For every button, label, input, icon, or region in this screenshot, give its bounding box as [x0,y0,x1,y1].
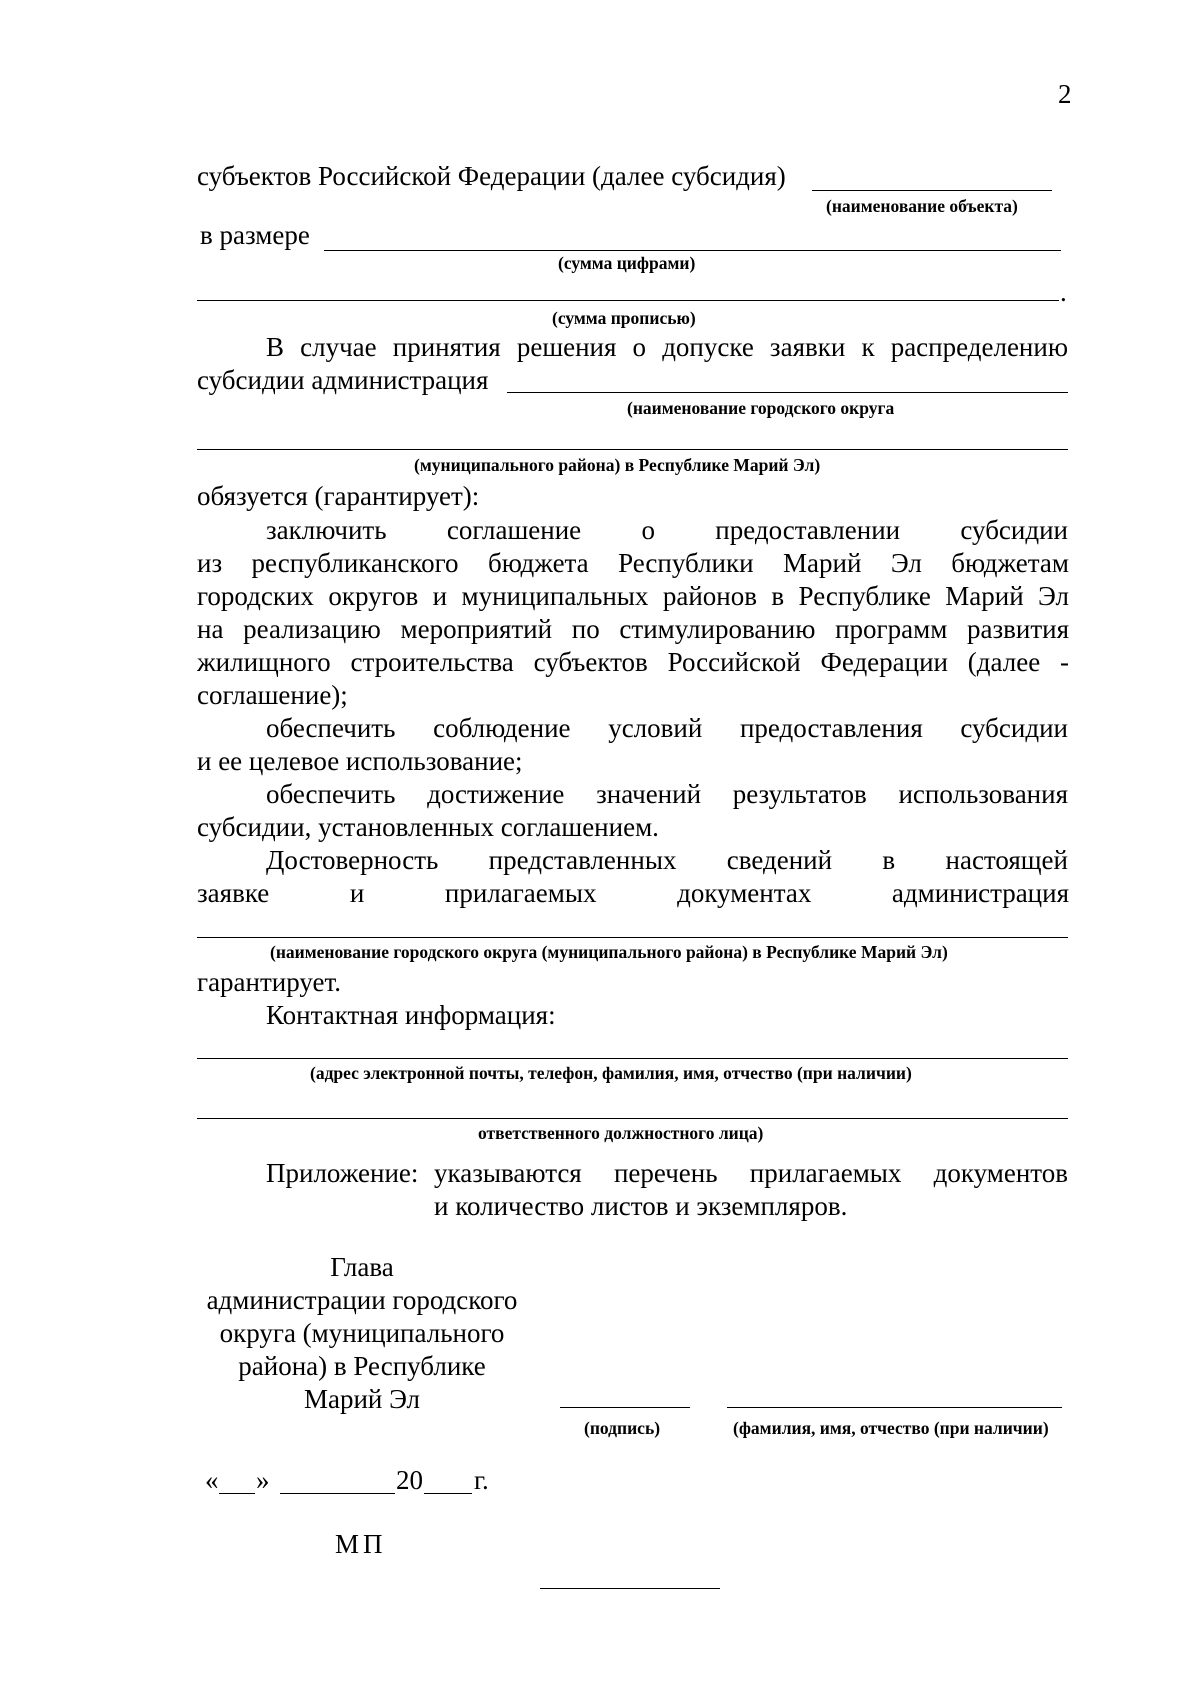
object-name-blank [812,190,1052,191]
fio-blank [727,1407,1062,1408]
decision-line-2: субсидии администрация [197,365,489,395]
object-name-caption: (наименование объекта) [826,196,1018,216]
district-name-blank-2 [197,449,1068,450]
obligation-3-line-2: субсидии, установленных соглашением. [197,812,659,842]
contact-blank-2 [197,1118,1068,1119]
date-day-blank [219,1493,255,1494]
head-title-line-5: Марий Эл [303,1384,421,1414]
reliability-line-1: Достоверность представленных сведений в настоящей [266,845,1068,875]
date-year-prefix: 20 [396,1465,423,1495]
date-open-quote: « [205,1465,219,1495]
obligation-intro: обязуется (гарантирует): [197,481,480,511]
appendix-label: Приложение: [266,1158,419,1188]
stamp-place: МП [335,1529,387,1559]
reliability-line-2: заявке и прилагаемых документах администрация [197,878,1069,908]
appendix-line-1: указываются перечень прилагаемых документов [434,1158,1068,1188]
signature-blank [560,1407,690,1408]
amount-label: в размере [200,220,310,250]
appendix-line-2: и количество листов и экземпляров. [434,1191,848,1221]
district-caption-2: (муниципального района) в Республике Марий Эл) [414,455,821,475]
page-number: 2 [1058,79,1072,109]
contact-blank-1 [197,1058,1068,1059]
obligation-2-line-1: обеспечить соблюдение условий предоставления субсидии [266,713,1068,743]
amount-words-dot: . [1060,277,1067,307]
reliability-caption: (наименование городского округа (муниципального района) в Республике Марий Эл) [270,942,948,962]
obligation-1-line-6: соглашение); [197,680,348,710]
contact-caption-1: (адрес электронной почты, телефон, фамилия, имя, отчество (при наличии) [310,1063,912,1083]
obligation-1-line-2: из республиканского бюджета Республики Марий Эл бюджетам [197,548,1069,578]
obligation-2-line-2: и ее целевое использование; [197,746,523,776]
obligation-1-line-1: заключить соглашение о предоставлении субсидии [266,515,1068,545]
date-year-blank [424,1493,472,1494]
reliability-name-blank [197,937,1068,938]
head-title-line-2: администрации городского [206,1285,518,1315]
signature-caption: (подпись) [584,1418,661,1438]
head-title-line-3: округа (муниципального [219,1318,505,1348]
amount-digits-caption: (сумма цифрами) [558,253,696,273]
head-title-line-4: района) в Республике [238,1351,486,1381]
contact-label: Контактная информация: [266,1000,556,1030]
subject-line: субъектов Российской Федерации (далее субсидия) [197,161,786,191]
reliability-line-3: гарантирует. [197,967,342,997]
head-title-line-1: Глава [330,1252,394,1282]
amount-words-caption: (сумма прописью) [552,308,696,328]
obligation-1-line-5: жилищного строительства субъектов Российской Федерации (далее - [197,647,1069,677]
obligation-3-line-1: обеспечить достижение значений результатов использования [266,779,1068,809]
date-close-quote: » [256,1465,270,1495]
amount-words-blank [197,300,1059,301]
district-name-blank-1 [507,392,1068,393]
date-month-blank [280,1493,395,1494]
district-caption-1: (наименование городского округа [627,398,895,418]
date-year-suffix: г. [474,1465,489,1495]
fio-caption: (фамилия, имя, отчество (при наличии) [733,1418,1049,1438]
bottom-separator [540,1588,720,1589]
obligation-1-line-3: городских округов и муниципальных районов в Республике Марий Эл [197,581,1069,611]
contact-caption-2: ответственного должностного лица) [478,1123,764,1143]
obligation-1-line-4: на реализацию мероприятий по стимулированию программ развития [197,614,1069,644]
amount-digits-blank [324,250,1061,251]
decision-line-1: В случае принятия решения о допуске заявки к распределению [266,332,1068,362]
